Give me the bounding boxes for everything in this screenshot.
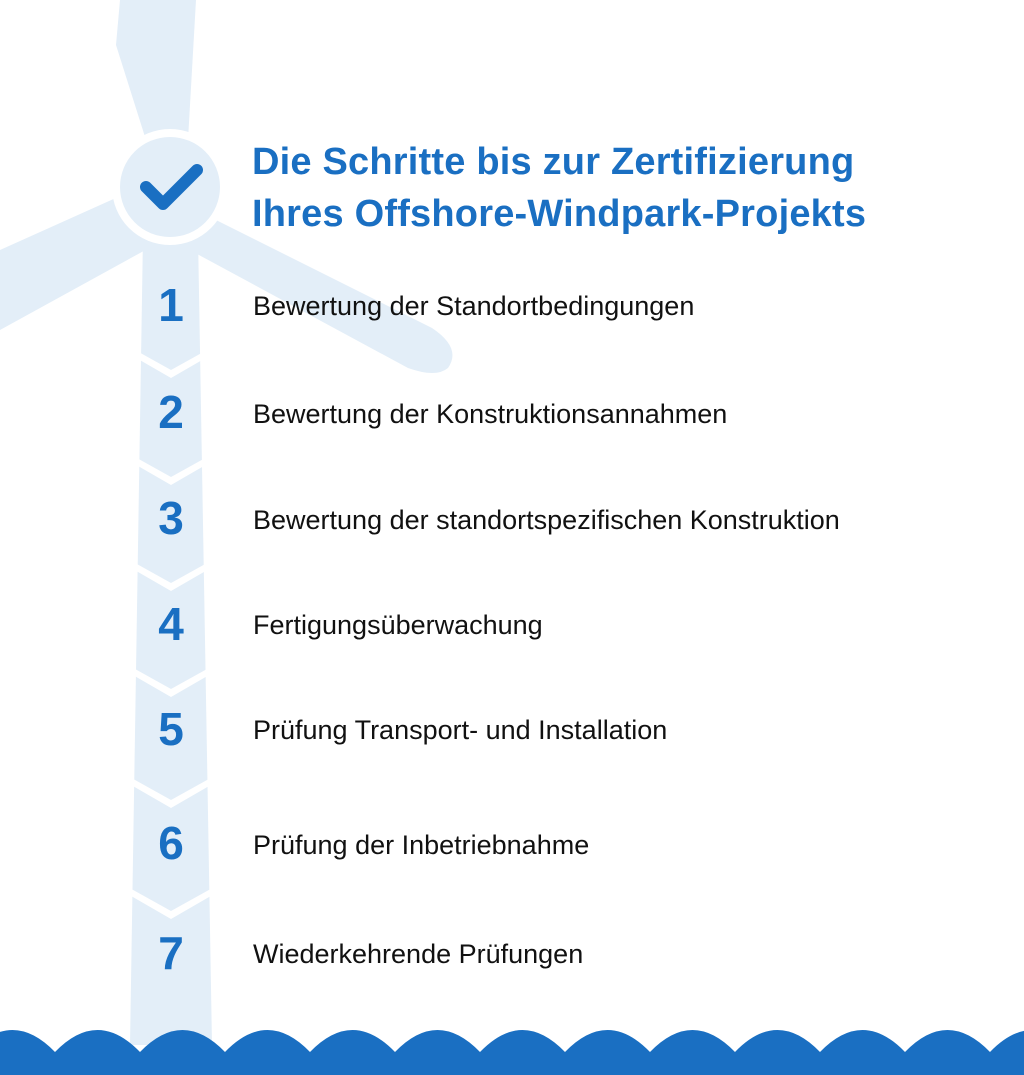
step-label: Bewertung der standortspezifischen Konstruktion	[253, 505, 840, 535]
step-number: 3	[158, 492, 184, 544]
step-label: Fertigungsüberwachung	[253, 610, 543, 640]
title-line-1: Die Schritte bis zur Zertifizierung	[252, 141, 855, 183]
turbine-blade-top	[116, 0, 196, 140]
step-label: Prüfung der Inbetriebnahme	[253, 830, 590, 860]
step-label: Prüfung Transport- und Installation	[253, 715, 668, 745]
step-number: 5	[158, 703, 184, 755]
step-label: Bewertung der Standortbedingungen	[253, 291, 695, 321]
step-number: 4	[158, 598, 184, 650]
title-line-2: Ihres Offshore-Windpark-Projekts	[252, 193, 867, 235]
step-label: Bewertung der Konstruktionsannahmen	[253, 399, 728, 429]
page-title	[252, 136, 866, 240]
turbine-hub	[120, 137, 220, 237]
step-number: 7	[158, 927, 184, 979]
step-number: 6	[158, 817, 184, 869]
step-label: Wiederkehrende Prüfungen	[253, 939, 584, 969]
step-number: 1	[158, 279, 184, 331]
step-number: 2	[158, 386, 184, 438]
